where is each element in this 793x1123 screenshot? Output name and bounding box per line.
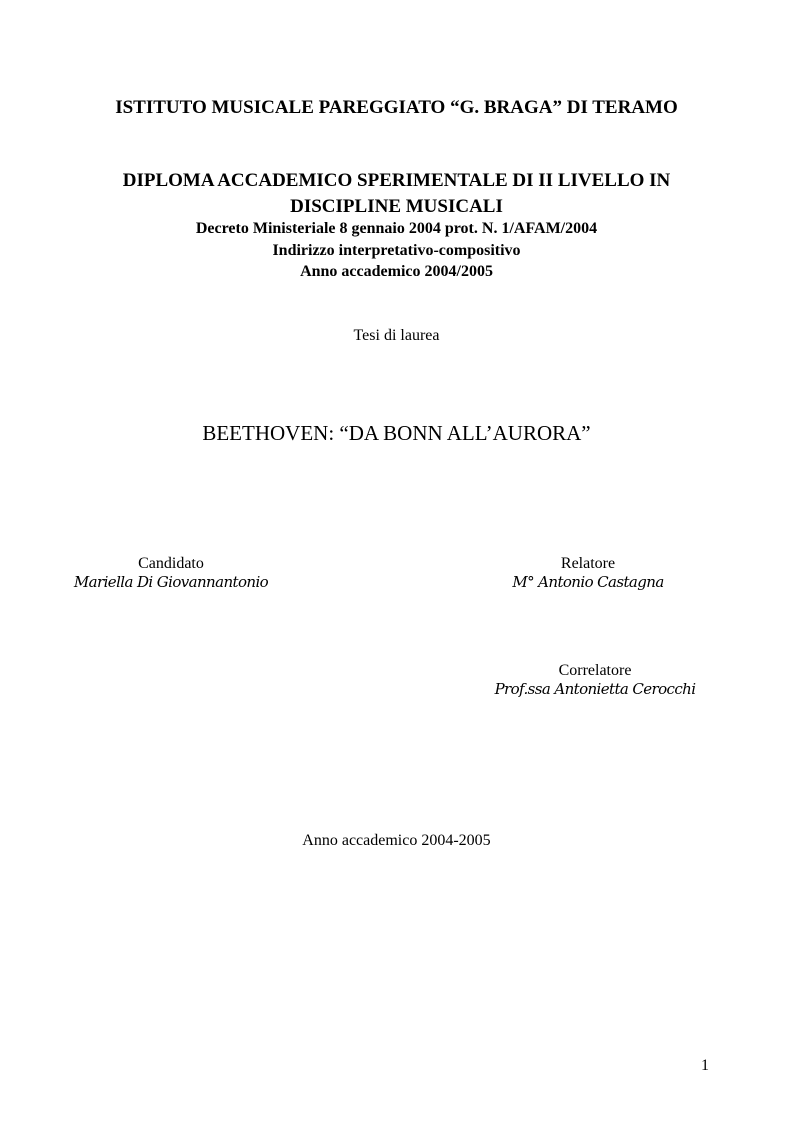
diploma-title-line1: DIPLOMA ACCADEMICO SPERIMENTALE DI II LIVELLO IN [122, 170, 671, 191]
header-academic-year: Anno accademico 2004/2005 [300, 263, 493, 280]
co-supervisor-block [489, 661, 701, 698]
thesis-type: Tesi di laurea [353, 327, 440, 344]
diploma-title-line2: DISCIPLINE MUSICALI [290, 196, 503, 217]
candidate-block [66, 554, 276, 591]
institute-heading: ISTITUTO MUSICALE PAREGGIATO “G. BRAGA” DI TERAMO [115, 97, 678, 118]
co-supervisor-name: Prof.ssa Antonietta Cerocchi [494, 680, 696, 699]
candidate-name: Mariella Di Giovannantonio [73, 573, 269, 592]
study-track: Indirizzo interpretativo-compositivo [272, 242, 521, 259]
page-number: 1 [701, 1057, 709, 1074]
footer-academic-year: Anno accademico 2004-2005 [302, 832, 491, 849]
supervisor-label: Relatore [560, 555, 616, 572]
co-supervisor-label: Correlatore [558, 662, 632, 679]
thesis-title: BEETHOVEN: “DA BONN ALL’AURORA” [202, 421, 591, 445]
candidate-label: Candidato [138, 555, 204, 572]
supervisor-name: M° Antonio Castagna [512, 573, 664, 592]
supervisor-block [497, 554, 679, 591]
ministerial-decree: Decreto Ministeriale 8 gennaio 2004 prot. N. 1/AFAM/2004 [195, 220, 598, 237]
